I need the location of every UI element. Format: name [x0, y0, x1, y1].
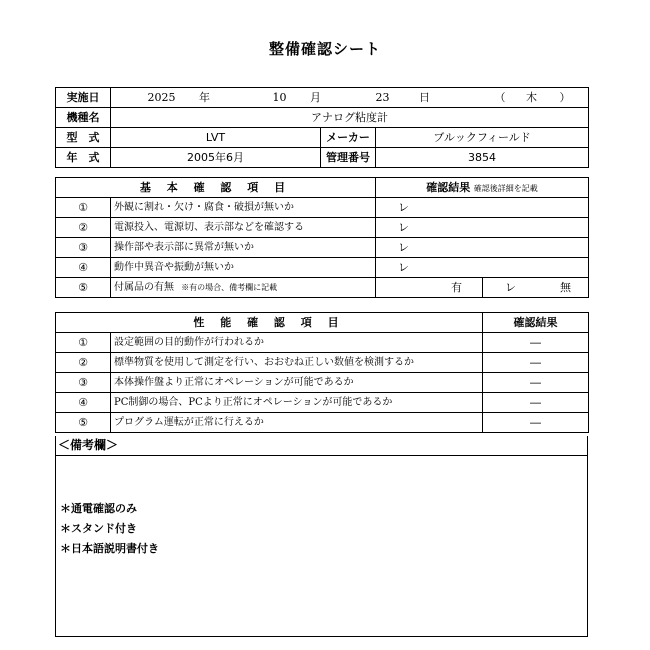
date-value	[111, 88, 589, 108]
date-row	[56, 88, 589, 108]
type-label: 型 式	[56, 128, 111, 148]
model-name-value: アナログ粘度計	[111, 108, 589, 128]
type-value: LVT	[111, 128, 321, 148]
item-text: プログラム運転が正常に行えるか	[111, 413, 483, 433]
item-text: 動作中異音や振動が無いか	[111, 258, 376, 278]
type-row	[56, 128, 589, 148]
check-mark: レ	[398, 261, 409, 274]
date-month: 10	[272, 91, 287, 104]
maker-value: ブルックフィールド	[376, 128, 589, 148]
date-month-unit: 月	[310, 91, 321, 104]
date-label: 実施日	[56, 88, 111, 108]
basic-result-note: 確認後詳細を記載	[473, 183, 538, 193]
table-row	[56, 278, 589, 298]
table-row	[56, 333, 589, 353]
table-row	[56, 258, 589, 278]
info-table	[55, 87, 589, 168]
item-text: 本体操作盤より正常にオペレーションが可能であるか	[111, 373, 483, 393]
page-title: 整備確認シート	[268, 40, 381, 58]
basic-header-row	[56, 178, 589, 198]
item-text: 電源投入、電源切、表示部などを確認する	[111, 218, 376, 238]
item-number: ①	[56, 333, 111, 353]
mgmt-label: 管理番号	[321, 148, 376, 168]
mgmt-value: 3854	[376, 148, 589, 168]
item-text: 操作部や表示部に異常が無いか	[111, 238, 376, 258]
item-number: ②	[56, 353, 111, 373]
table-row	[56, 198, 589, 218]
basic-header: 基 本 確 認 項 目	[56, 178, 376, 198]
remarks-header: ＜備考欄＞	[56, 436, 587, 456]
accessory-yes-label: 有	[451, 281, 462, 294]
weekday: 木	[526, 91, 537, 104]
perf-header-row	[56, 313, 589, 333]
item-result: ―	[483, 413, 589, 433]
basic-result-title: 確認結果	[426, 180, 471, 194]
basic-result-header	[376, 178, 589, 198]
year-label: 年 式	[56, 148, 111, 168]
table-row	[56, 353, 589, 373]
performance-check-table	[55, 312, 589, 433]
date-year: 2025	[147, 91, 176, 104]
item-result	[376, 218, 589, 238]
remark-note: ＊日本語説明書付き	[60, 542, 159, 555]
table-row	[56, 238, 589, 258]
date-day-unit: 日	[419, 91, 430, 104]
item-result	[376, 198, 589, 218]
item-number: ⑤	[56, 278, 111, 298]
item-result: ―	[483, 373, 589, 393]
item-number: ④	[56, 258, 111, 278]
weekday-open: （	[494, 91, 506, 104]
perf-header: 性 能 確 認 項 目	[56, 313, 483, 333]
item-number: ④	[56, 393, 111, 413]
item-number: ③	[56, 373, 111, 393]
check-mark: レ	[398, 241, 409, 254]
check-mark: レ	[505, 281, 516, 294]
item-text: 設定範囲の目的動作が行われるか	[111, 333, 483, 353]
year-value: 2005年6月	[111, 148, 321, 168]
remarks-box	[55, 436, 588, 637]
item-text: PC制御の場合、PCより正常にオペレーションが可能であるか	[111, 393, 483, 413]
check-mark: レ	[398, 201, 409, 214]
item-result	[376, 238, 589, 258]
table-row	[56, 218, 589, 238]
accessory-label: 付属品の有無	[114, 282, 174, 293]
accessory-text	[111, 278, 376, 298]
weekday-close: ）	[559, 91, 571, 104]
model-name-row	[56, 108, 589, 128]
accessory-no-label: 無	[560, 281, 571, 294]
item-result: ―	[483, 353, 589, 373]
item-text: 標準物質を使用して測定を行い、おおむね正しい数値を検測するか	[111, 353, 483, 373]
perf-result-header: 確認結果	[483, 313, 589, 333]
maker-label: メーカー	[321, 128, 376, 148]
item-number: ⑤	[56, 413, 111, 433]
year-row	[56, 148, 589, 168]
table-row	[56, 373, 589, 393]
item-text: 外観に割れ・欠け・腐食・破損が無いか	[111, 198, 376, 218]
accessory-no-cell	[483, 278, 589, 298]
accessory-yes-cell	[376, 278, 483, 298]
basic-check-table	[55, 177, 589, 298]
accessory-note: ※有の場合、備考欄に記載	[181, 283, 278, 292]
item-result: ―	[483, 333, 589, 353]
table-row	[56, 413, 589, 433]
table-row	[56, 393, 589, 413]
model-name-label: 機種名	[56, 108, 111, 128]
item-result	[376, 258, 589, 278]
item-number: ③	[56, 238, 111, 258]
item-result: ―	[483, 393, 589, 413]
item-number: ①	[56, 198, 111, 218]
remark-note: ＊通電確認のみ	[60, 502, 137, 515]
check-mark: レ	[398, 221, 409, 234]
date-day: 23	[375, 91, 390, 104]
remark-note: ＊スタンド付き	[60, 522, 137, 535]
item-number: ②	[56, 218, 111, 238]
date-year-unit: 年	[199, 91, 210, 104]
